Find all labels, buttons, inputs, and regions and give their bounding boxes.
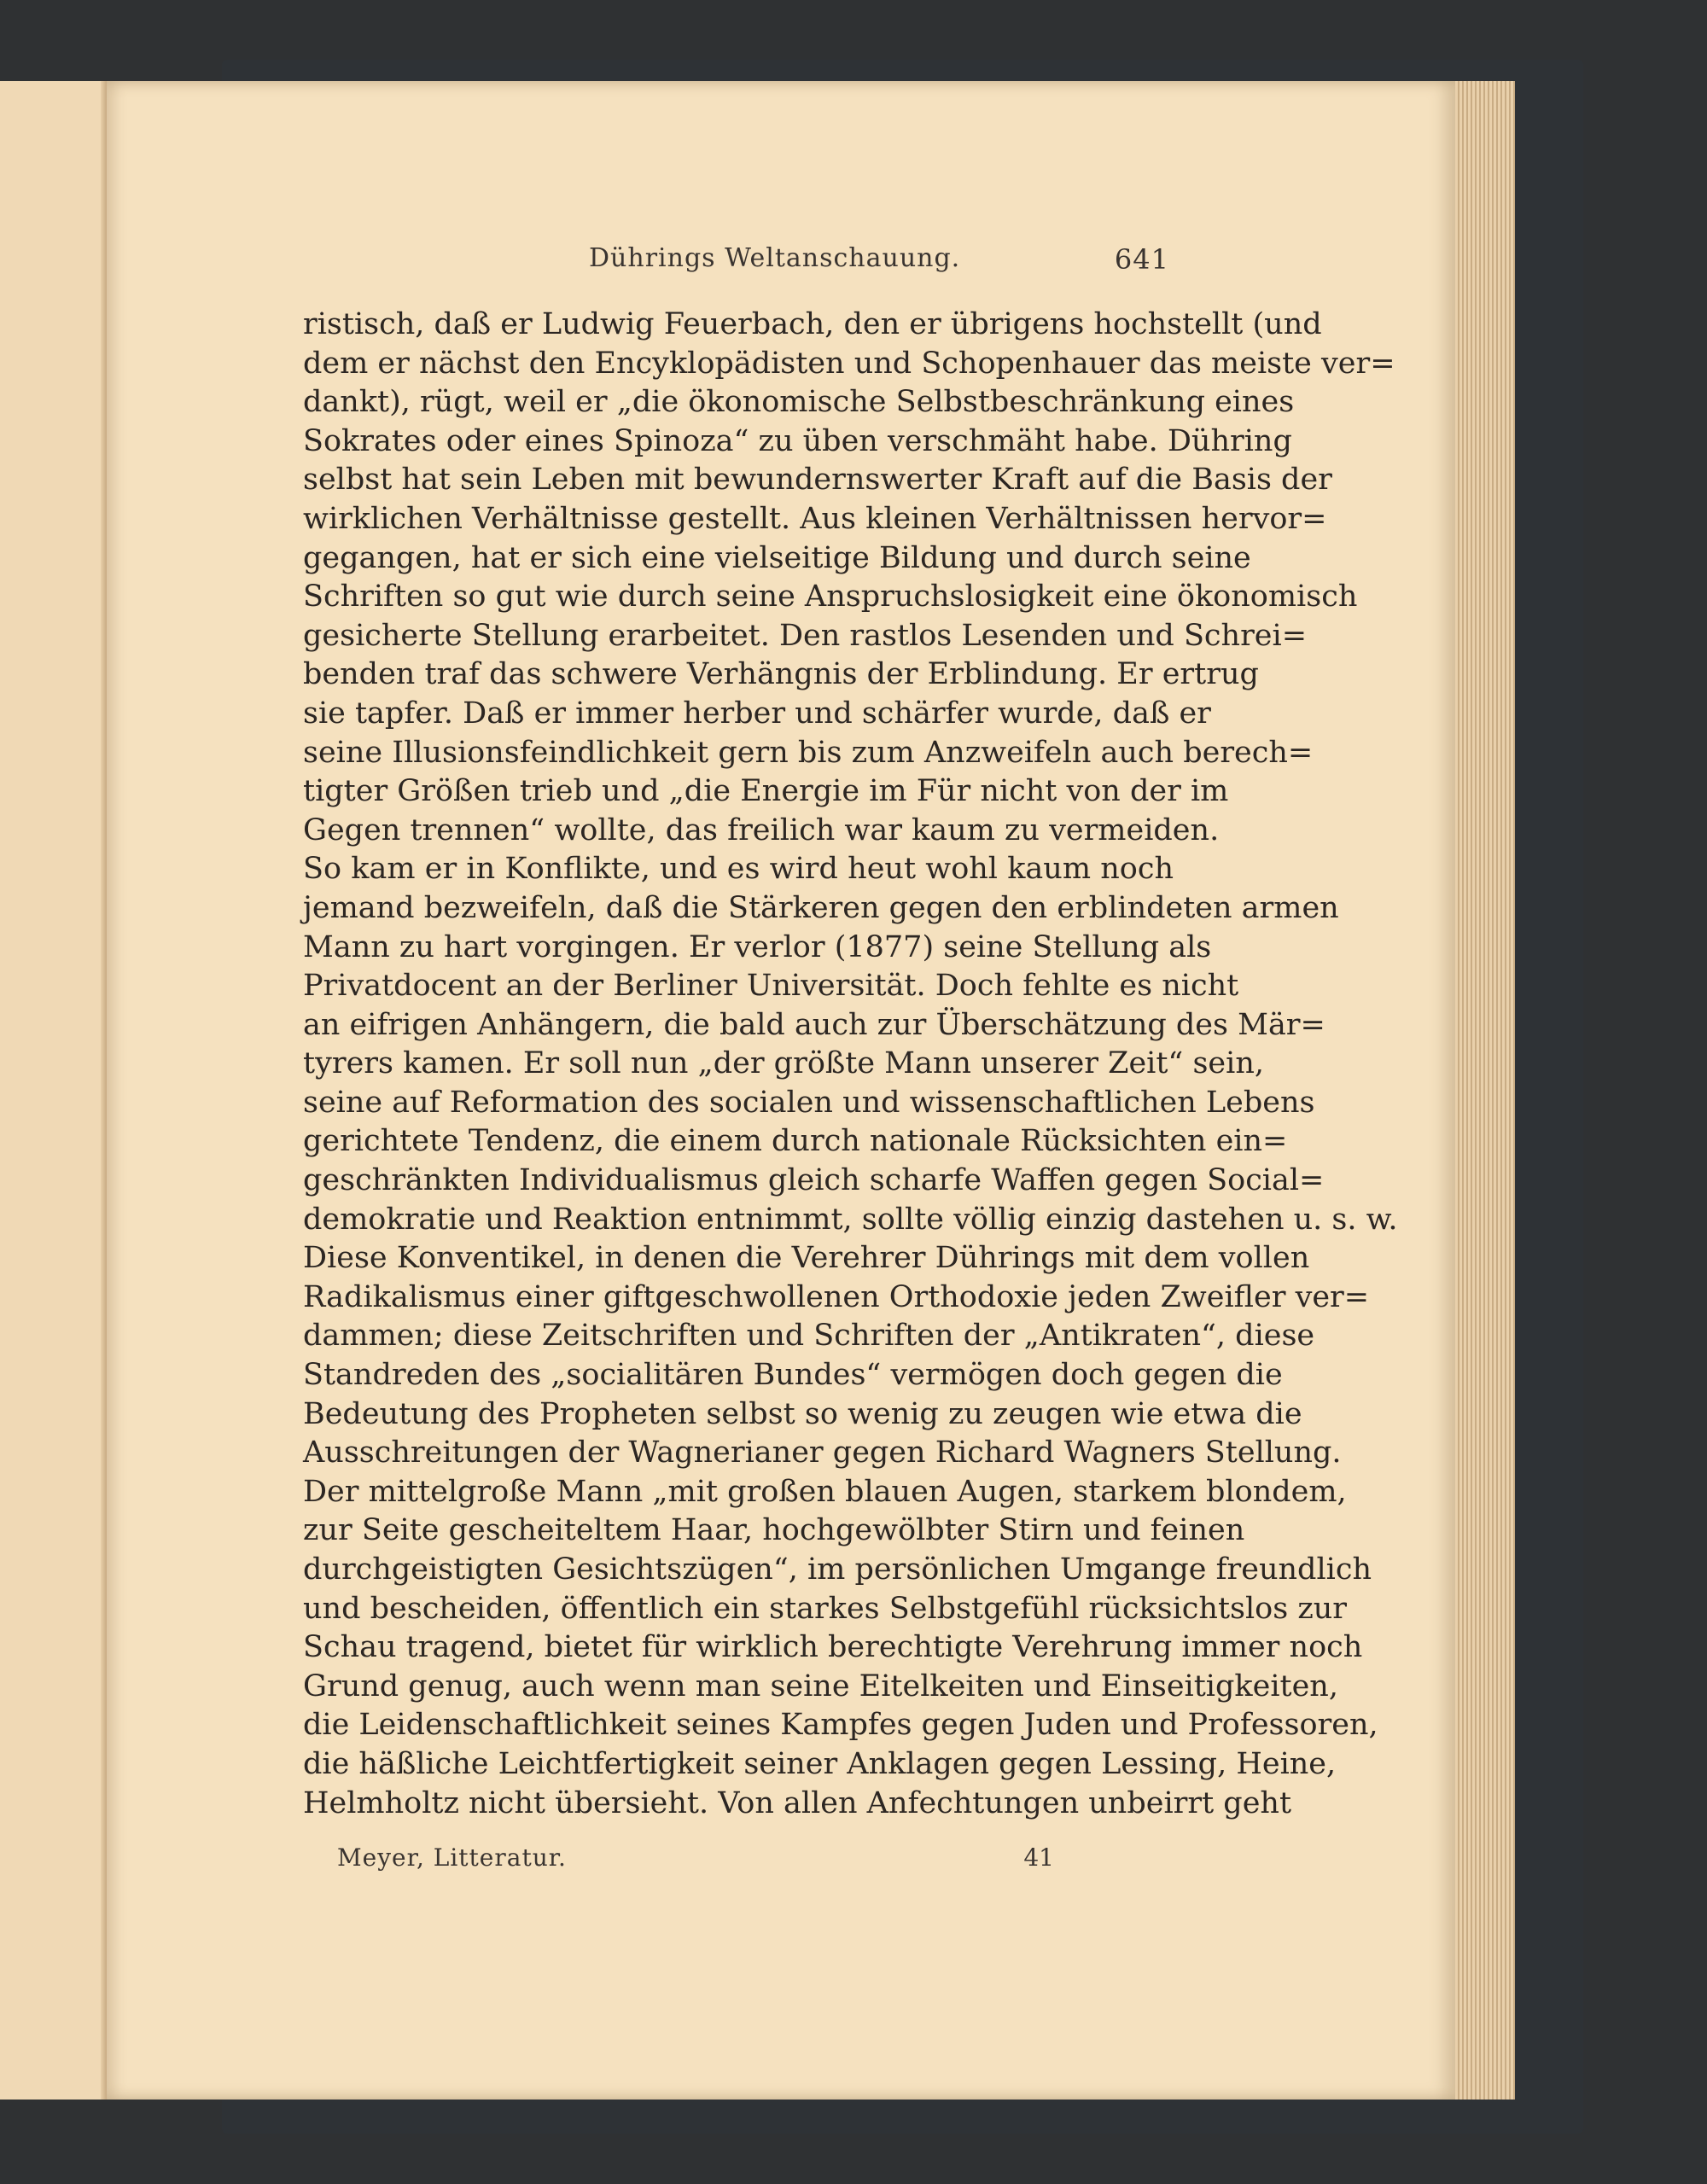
text-line: Sokrates oder eines Spinoza“ zu üben verschmäht habe. Dühring <box>303 423 1292 458</box>
text-line: dem er nächst den Encyklopädisten und Schopenhauer das meiste ver= <box>303 346 1395 381</box>
text-line: demokratie und Reaktion entnimmt, sollte völlig einzig dastehen u. s. w. <box>303 1202 1398 1237</box>
text-line: jemand bezweifeln, daß die Stärkeren gegen den erblindeten armen <box>303 890 1339 925</box>
text-line: Bedeutung des Propheten selbst so wenig zu zeugen wie etwa die <box>303 1396 1302 1431</box>
text-line: sie tapfer. Daß er immer herber und schärfer wurde, daß er <box>303 696 1211 731</box>
text-line: Radikalismus einer giftgeschwollenen Orthodoxie jeden Zweifler ver= <box>303 1279 1370 1314</box>
text-line: Diese Konventikel, in denen die Verehrer Dührings mit dem vollen <box>303 1241 1310 1276</box>
text-line: Schau tragend, bietet für wirklich berechtigte Verehrung immer noch <box>303 1630 1363 1665</box>
text-line: und bescheiden, öffentlich ein starkes Selbstgefühl rücksichtslos zur <box>303 1591 1348 1626</box>
page-number: 641 <box>1114 243 1169 276</box>
text-line: tyrers kamen. Er soll nun „der größte Mann unserer Zeit“ sein, <box>303 1046 1264 1081</box>
running-title: Dührings Weltanschauung. <box>589 243 961 273</box>
text-line: selbst hat sein Leben mit bewundernswerter Kraft auf die Basis der <box>303 463 1332 498</box>
text-line: geschränkten Individualismus gleich scharfe Waffen gegen Social= <box>303 1163 1325 1198</box>
text-line: Mann zu hart vorgingen. Er verlor (1877) seine Stellung als <box>303 929 1212 964</box>
text-line: Standreden des „socialitären Bundes“ vermögen doch gegen die <box>303 1358 1283 1393</box>
text-line: seine auf Reformation des socialen und wissenschaftlichen Lebens <box>303 1085 1315 1120</box>
text-line: die Leidenschaftlichkeit seines Kampfes gegen Juden und Professoren, <box>303 1708 1378 1743</box>
text-line: Helmholtz nicht übersieht. Von allen Anfechtungen unbeirrt geht <box>303 1785 1292 1820</box>
page-edges <box>1455 81 1515 2100</box>
text-line: Der mittelgroße Mann „mit großen blauen Augen, starkem blondem, <box>303 1474 1347 1509</box>
text-line: Gegen trennen“ wollte, das freilich war kaum zu vermeiden. <box>303 812 1220 847</box>
text-line: benden traf das schwere Verhängnis der Erblindung. Er ertrug <box>303 657 1259 692</box>
text-line: die häßliche Leichtfertigkeit seiner Anklagen gegen Lessing, Heine, <box>303 1746 1337 1781</box>
text-line: So kam er in Konflikte, und es wird heut wohl kaum noch <box>303 852 1174 887</box>
text-line: ristisch, daß er Ludwig Feuerbach, den er übrigens hochstellt (und <box>303 307 1322 341</box>
text-line: dankt), rügt, weil er „die ökonomische Selbstbeschränkung eines <box>303 385 1295 420</box>
text-line: wirklichen Verhältnisse gestellt. Aus kleinen Verhältnissen hervor= <box>303 501 1327 536</box>
text-line: durchgeistigten Gesichtszügen“, im persönlichen Umgange freundlich <box>303 1552 1372 1587</box>
signature-mark: 41 <box>1023 1843 1054 1872</box>
text-line: dammen; diese Zeitschriften und Schriften der „Antikraten“, diese <box>303 1319 1315 1354</box>
text-line: seine Illusionsfeindlichkeit gern bis zum Anzweifeln auch berech= <box>303 735 1314 770</box>
text-line: gesicherte Stellung erarbeitet. Den rastlos Lesenden und Schrei= <box>303 618 1308 653</box>
text-line: an eifrigen Anhängern, die bald auch zur Überschätzung des Mär= <box>303 1007 1325 1042</box>
footer-author: Meyer, Litteratur. <box>337 1843 567 1872</box>
text-line: zur Seite gescheiteltem Haar, hochgewölbter Stirn und feinen <box>303 1513 1245 1548</box>
left-page <box>0 81 110 2100</box>
text-line: gerichtete Tendenz, die einem durch nationale Rücksichten ein= <box>303 1124 1288 1159</box>
body-text <box>303 306 1398 1823</box>
text-line: tigter Größen trieb und „die Energie im Für nicht von der im <box>303 774 1229 809</box>
text-line: Ausschreitungen der Wagnerianer gegen Richard Wagners Stellung. <box>303 1436 1342 1471</box>
text-line: Privatdocent an der Berliner Universität. Doch fehlte es nicht <box>303 969 1239 1004</box>
text-line: Grund genug, auch wenn man seine Eitelkeiten und Einseitigkeiten, <box>303 1669 1338 1704</box>
text-line: Schriften so gut wie durch seine Anspruchslosigkeit eine ökonomisch <box>303 579 1358 614</box>
text-line: gegangen, hat er sich eine vielseitige Bildung und durch seine <box>303 540 1251 575</box>
